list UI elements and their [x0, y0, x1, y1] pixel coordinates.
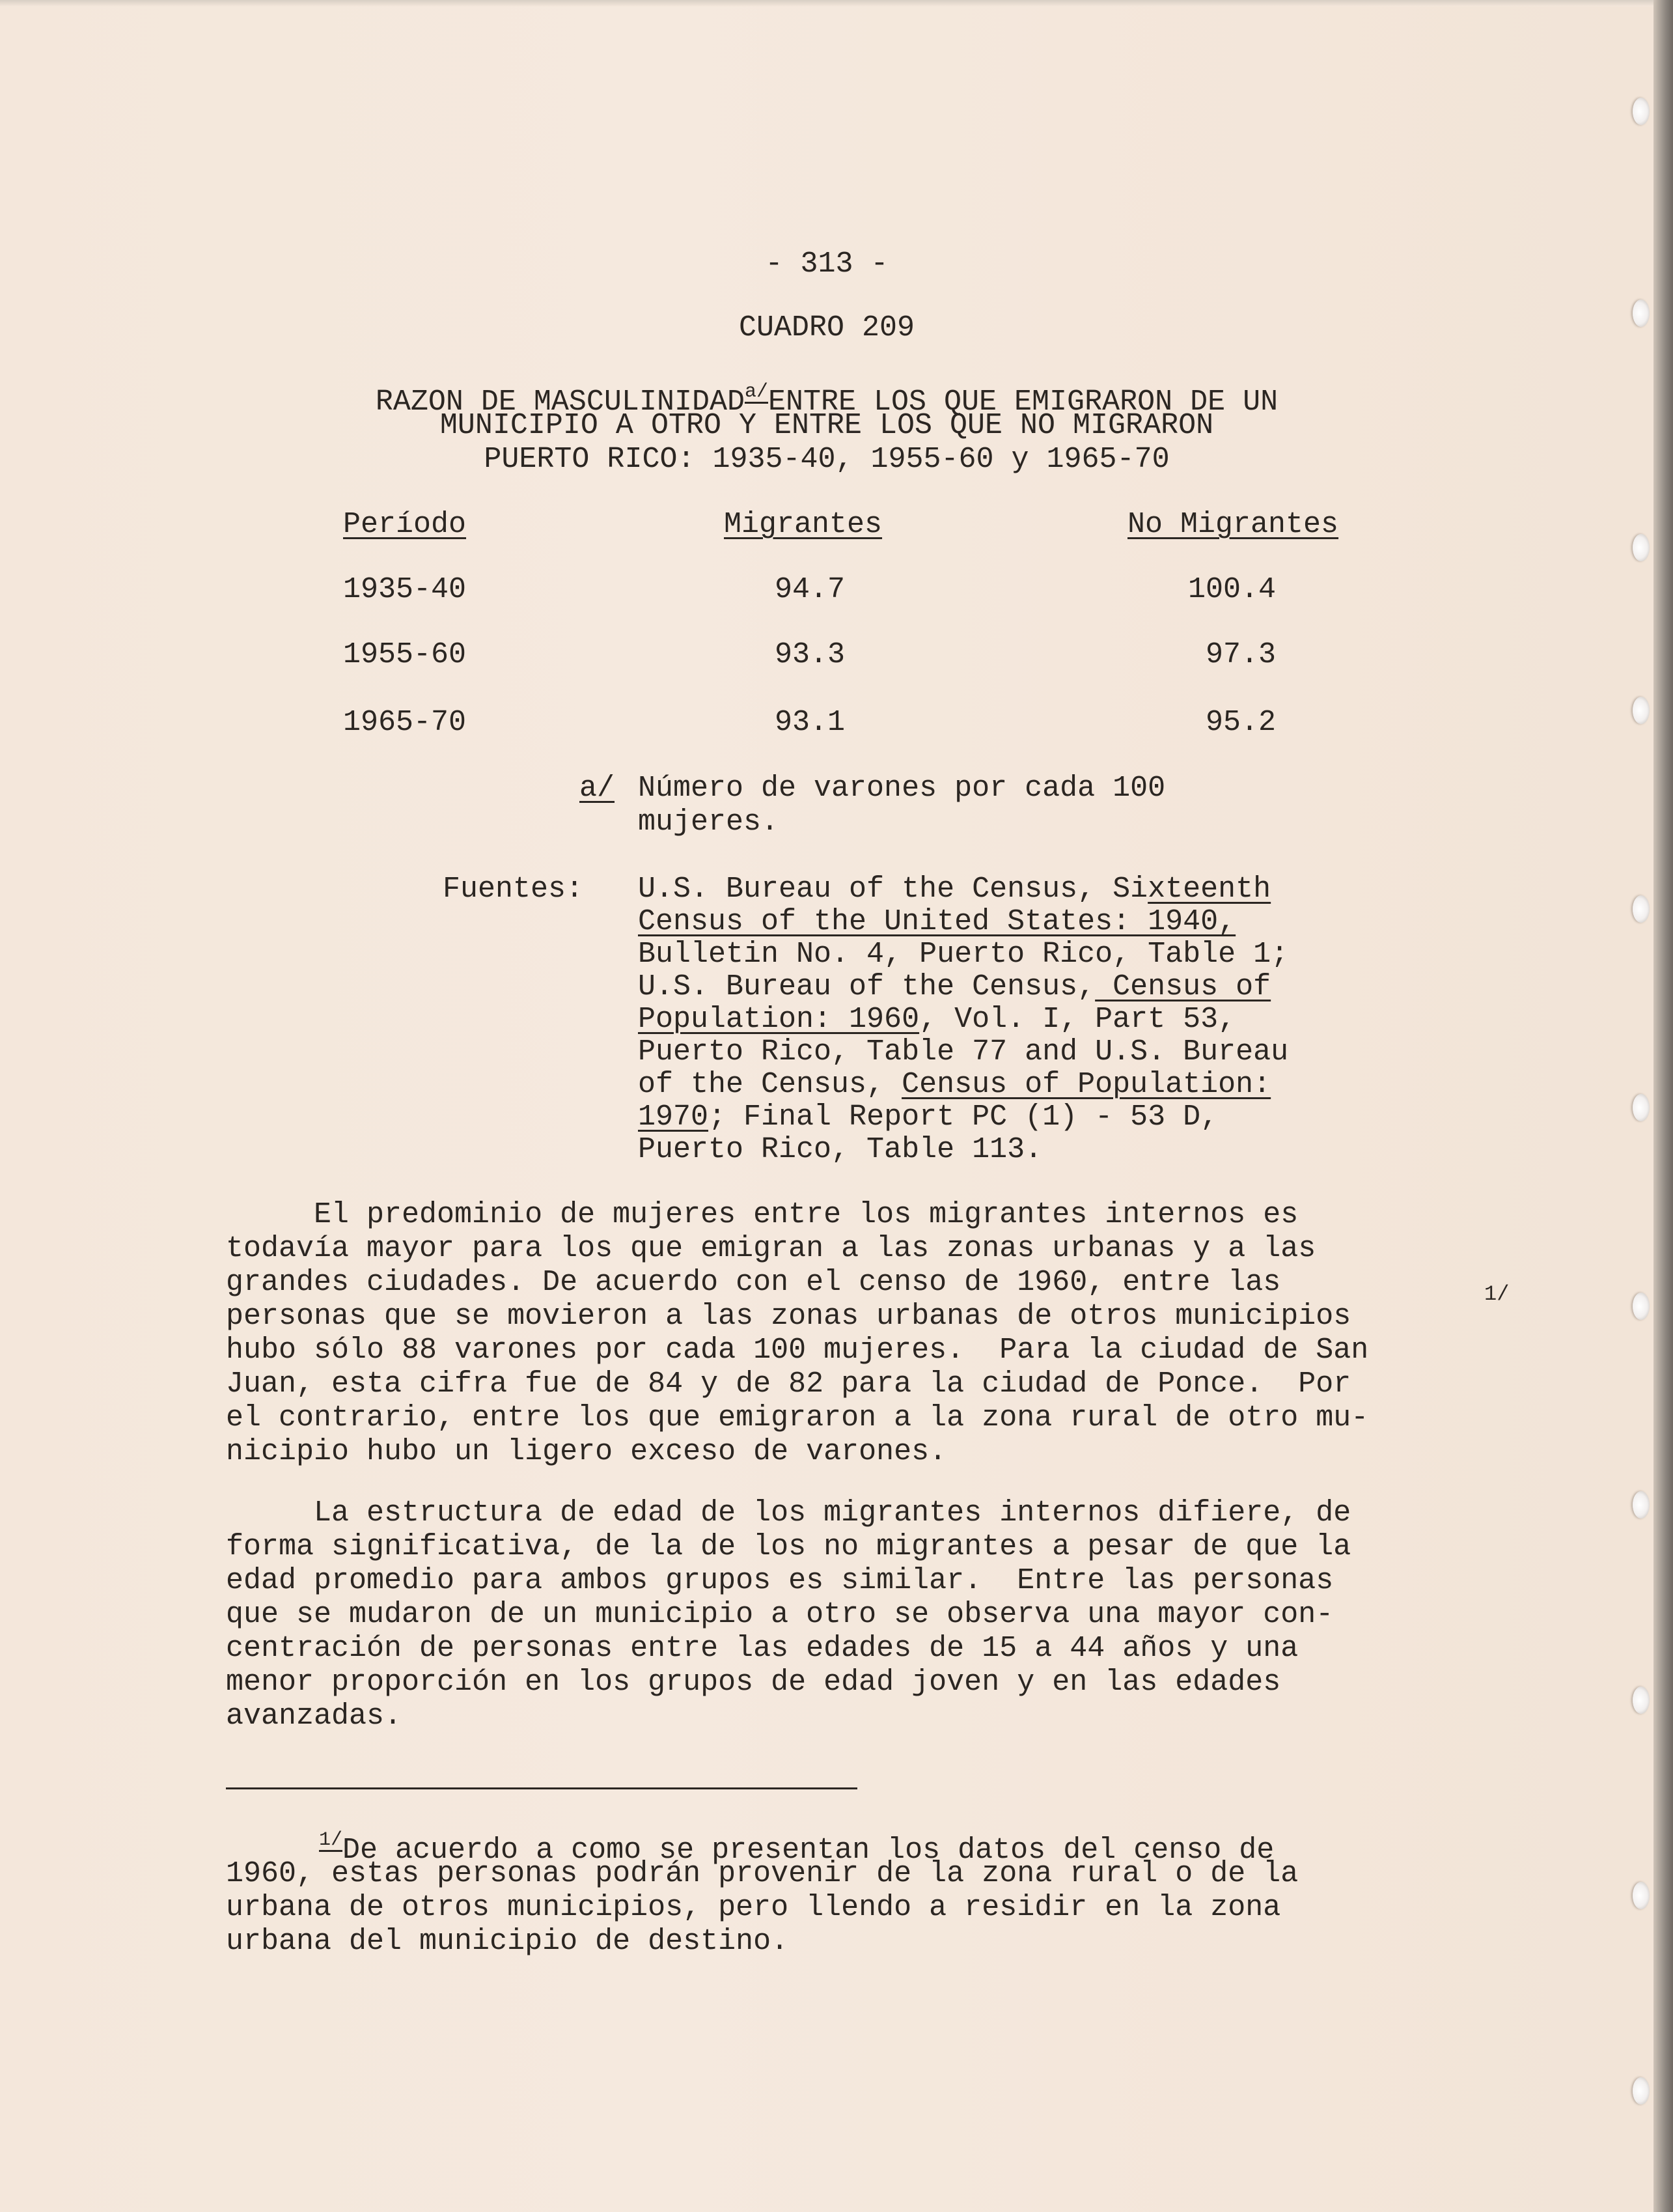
table-title-line3: PUERTO RICO: 1935-40, 1955-60 y 1965-70 [484, 443, 1170, 476]
page-top-edge [0, 0, 1673, 7]
page-number: - 313 - [765, 247, 889, 281]
footnote-ref-a: a/ [744, 381, 768, 403]
paragraph-line: Juan, esta cifra fue de 84 y de 82 para la ciudad de Ponce. Por [226, 1367, 1351, 1401]
paragraph-line: forma significativa, de la de los no migrantes a pesar de que la [226, 1530, 1351, 1563]
footnote-line: $^{1/}$De acuerdo a como se presentan los datos del censo de [319, 1829, 1275, 1867]
paragraph-line: todavía mayor para los que emigran a las zonas urbanas y a las [226, 1232, 1316, 1265]
table-label: CUADRO 209 [738, 311, 915, 344]
paragraph-line: La estructura de edad de los migrantes internos difiere, de [226, 1496, 1351, 1530]
binder-hole [1633, 1687, 1650, 1714]
paragraph-line: edad promedio para ambos grupos es similar. Entre las personas [226, 1564, 1334, 1597]
paragraph-line: nicipio hubo un ligero exceso de varones. [226, 1435, 947, 1468]
paragraph-line: hubo sólo 88 varones por cada 100 mujeres. Para la ciudad de San [226, 1334, 1369, 1367]
source-line: U.S. Bureau of the Census, Sixteenth [638, 873, 1271, 906]
paragraph-line: el contrario, entre los que emigraron a la zona rural de otro mu- [226, 1401, 1369, 1435]
paragraph-line: personas que se movieron a las zonas urbanas de otros municipios [226, 1300, 1351, 1333]
source-line: 1970; Final Report PC (1) - 53 D, [638, 1100, 1219, 1134]
source-line: of the Census, Census of Population: [638, 1068, 1271, 1101]
header-periodo: Período [343, 508, 467, 541]
note-marker: a/ [579, 772, 615, 805]
table-cell: 94.7 [775, 573, 846, 606]
source-line: Population: 1960, Vol. I, Part 53, [638, 1003, 1236, 1036]
footnote-separator [226, 1787, 857, 1789]
source-line: Census of the United States: 1940, [638, 905, 1236, 938]
sources-label: Fuentes: [443, 873, 584, 906]
source-line: Puerto Rico, Table 77 and U.S. Bureau [638, 1035, 1289, 1069]
binder-hole [1633, 98, 1650, 125]
table-title-line1: RAZON DE $MASCULINIDAD^{a/}ENTRE$ LOS QUE EMIGRARON DE UN [375, 381, 1279, 419]
paragraph-line: centración de personas entre las edades de 15 a 44 años y una [226, 1632, 1299, 1665]
table-cell: 1955-60 [343, 638, 467, 671]
paragraph-line: menor proporción en los grupos de edad joven y en las edades [226, 1666, 1281, 1699]
table-title-line2: MUNICIPIO A OTRO Y ENTRE LOS QUE NO MIGRARON [439, 409, 1214, 442]
paragraph-line: grandes ciudades. De acuerdo con el censo de 1960, entre las [226, 1266, 1281, 1299]
note-text: mujeres. [638, 805, 779, 839]
paragraph-line: avanzadas. [226, 1700, 402, 1733]
footnote-line: urbana del municipio de destino. [226, 1925, 789, 1958]
table-cell: 93.1 [775, 706, 846, 739]
table-cell: 97.3 [1206, 638, 1277, 671]
binder-hole [1633, 2077, 1650, 2105]
paragraph-line: El predominio de mujeres entre los migrantes internos es [226, 1198, 1299, 1231]
binder-hole [1633, 534, 1650, 561]
table-cell: 95.2 [1206, 706, 1277, 739]
header-no-migrantes: No Migrantes [1127, 508, 1339, 541]
table-cell: 100.4 [1188, 573, 1277, 606]
table-cell: 1935-40 [343, 573, 467, 606]
note-text: Número de varones por cada 100 [638, 772, 1166, 805]
binder-hole [1633, 1094, 1650, 1121]
page-right-edge [1653, 0, 1673, 2212]
table-cell: 93.3 [775, 638, 846, 671]
binder-hole [1633, 1293, 1650, 1320]
source-line: U.S. Bureau of the Census, Census of [638, 970, 1271, 1003]
binder-hole [1633, 1882, 1650, 1909]
footnote-line: 1960, estas personas podrán provenir de la zona rural o de la [226, 1857, 1299, 1890]
footnote-marker: 1/ [319, 1829, 343, 1851]
source-line: Puerto Rico, Table 113. [638, 1133, 1043, 1166]
paragraph-line: que se mudaron de un municipio a otro se observa una mayor con- [226, 1598, 1334, 1631]
source-line: Bulletin No. 4, Puerto Rico, Table 1; [638, 938, 1289, 971]
footnote-ref-1: 1/ [1484, 1282, 1510, 1306]
binder-hole [1633, 697, 1650, 724]
header-migrantes: Migrantes [724, 508, 883, 541]
table-cell: 1965-70 [343, 706, 467, 739]
binder-hole [1633, 1491, 1650, 1519]
footnote-line: urbana de otros municipios, pero llendo a residir en la zona [226, 1891, 1281, 1924]
binder-hole [1633, 895, 1650, 923]
